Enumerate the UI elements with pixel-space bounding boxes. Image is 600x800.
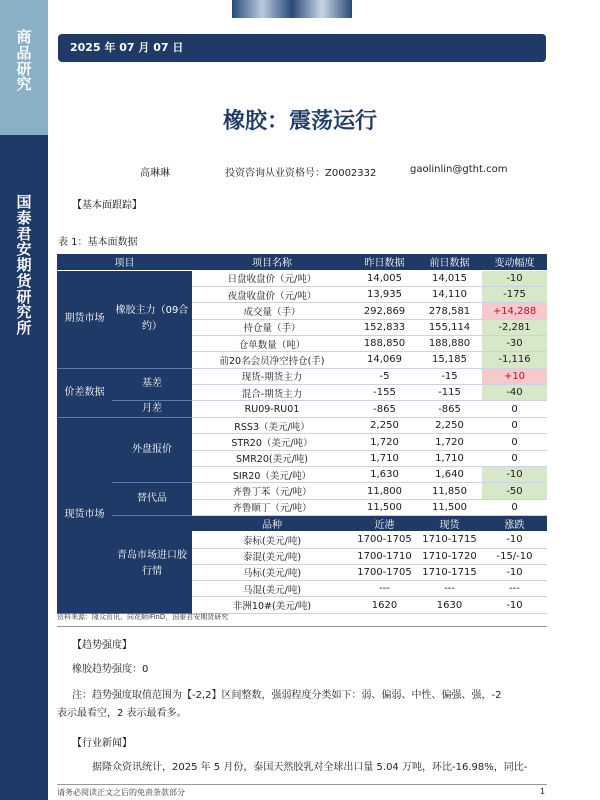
change-value: -10 bbox=[482, 597, 547, 613]
sub-substitutes: 替代品 bbox=[112, 483, 192, 516]
report-date: 2025 年 07 月 07 日 bbox=[70, 41, 184, 54]
table-row bbox=[57, 418, 547, 434]
qingdao-header-row bbox=[57, 515, 547, 531]
yesterday-value: 2,250 bbox=[352, 418, 417, 434]
change-value: -10 bbox=[482, 564, 547, 580]
sub-foreign-quotes: 外盘报价 bbox=[112, 418, 192, 483]
sidebar-label-institute: 国 泰 君 安 期 货 研 究 所 bbox=[16, 193, 32, 337]
yesterday-value: 14,069 bbox=[352, 352, 417, 368]
row-label: 成交量（手） bbox=[192, 303, 352, 319]
yesterday-value: -5 bbox=[352, 368, 417, 384]
yesterday-value: 13,935 bbox=[352, 287, 417, 303]
yesterday-value: 1,720 bbox=[352, 434, 417, 450]
date-bar bbox=[58, 34, 546, 62]
qingdao-header-change: 涨跌 bbox=[482, 515, 547, 531]
header-yesterday: 昨日数据 bbox=[352, 254, 417, 270]
day-before-value: 11,850 bbox=[417, 483, 482, 499]
spot-value: 1630 bbox=[417, 597, 482, 613]
day-before-value: -15 bbox=[417, 368, 482, 384]
row-label: 马标(美元/吨) bbox=[192, 564, 352, 580]
row-label: 夜盘收盘价（元/吨） bbox=[192, 287, 352, 303]
day-before-value: 188,880 bbox=[417, 335, 482, 351]
spot-value: --- bbox=[417, 581, 482, 597]
group-futures-market: 期货市场 bbox=[57, 270, 112, 368]
row-label: SMR20(美元/吨) bbox=[192, 450, 352, 466]
change-value: 0 bbox=[482, 450, 547, 466]
change-value: --- bbox=[482, 581, 547, 597]
near-port-value: 1700-1705 bbox=[352, 564, 417, 580]
row-label: 持仓量（手） bbox=[192, 319, 352, 335]
section-news-heading: 【行业新闻】 bbox=[72, 738, 132, 749]
change-value: -15/-10 bbox=[482, 548, 547, 564]
row-label: 泰标(美元/吨) bbox=[192, 532, 352, 548]
day-before-value: 278,581 bbox=[417, 303, 482, 319]
table-row bbox=[57, 483, 547, 499]
near-port-value: 1700-1705 bbox=[352, 532, 417, 548]
change-value: 0 bbox=[482, 401, 547, 418]
change-value: -1,116 bbox=[482, 352, 547, 368]
change-value: -10 bbox=[482, 270, 547, 286]
header-banner-graphic bbox=[232, 0, 352, 18]
header-item: 项目 bbox=[57, 254, 192, 270]
near-port-value: 1700-1710 bbox=[352, 548, 417, 564]
change-value: +14,288 bbox=[482, 303, 547, 319]
table-row bbox=[57, 270, 547, 286]
day-before-value: 1,640 bbox=[417, 467, 482, 483]
row-label: 混合-期货主力 bbox=[192, 384, 352, 400]
change-value: -30 bbox=[482, 335, 547, 351]
change-value: -2,281 bbox=[482, 319, 547, 335]
row-label: 仓单数量（吨） bbox=[192, 335, 352, 351]
footer-divider bbox=[57, 784, 547, 785]
day-before-value: -865 bbox=[417, 401, 482, 418]
header-day-before: 前日数据 bbox=[417, 254, 482, 270]
change-value: -40 bbox=[482, 384, 547, 400]
near-port-value: 1620 bbox=[352, 597, 417, 613]
report-title: 橡胶：震荡运行 bbox=[222, 108, 377, 134]
row-label: 现货-期货主力 bbox=[192, 368, 352, 384]
near-port-value: --- bbox=[352, 581, 417, 597]
yesterday-value: 1,630 bbox=[352, 467, 417, 483]
qingdao-header-variety: 品种 bbox=[192, 515, 352, 531]
day-before-value: 155,114 bbox=[417, 319, 482, 335]
row-label: 齐鲁顺丁（元/吨） bbox=[192, 499, 352, 515]
row-label: 前20名会员净空持仓(手) bbox=[192, 352, 352, 368]
table-source-note: 资料来源：隆众资讯、同花顺iFinD，国泰君安期货研究 bbox=[57, 613, 229, 621]
table-row bbox=[57, 401, 547, 418]
row-label: SIR20（美元/吨） bbox=[192, 467, 352, 483]
qingdao-header-spot: 现货 bbox=[417, 515, 482, 531]
change-value: 0 bbox=[482, 418, 547, 434]
trend-strength-text: 橡胶趋势强度：0 bbox=[72, 664, 149, 675]
yesterday-value: 11,800 bbox=[352, 483, 417, 499]
sub-rubber-main: 橡胶主力（09合约） bbox=[112, 270, 192, 368]
group-price-data: 价差数据 bbox=[57, 368, 112, 418]
author-name: 高琳琳 bbox=[140, 168, 170, 179]
change-value: +10 bbox=[482, 368, 547, 384]
change-value: -10 bbox=[482, 467, 547, 483]
row-label: RSS3（美元/吨） bbox=[192, 418, 352, 434]
day-before-value: 14,015 bbox=[417, 270, 482, 286]
spot-value: 1710-1715 bbox=[417, 564, 482, 580]
spot-value: 1710-1720 bbox=[417, 548, 482, 564]
footer-disclaimer: 请务必阅读正文之后的免责条款部分 bbox=[57, 788, 185, 797]
header-item-name: 项目名称 bbox=[192, 254, 352, 270]
row-label: 泰混(美元/吨) bbox=[192, 548, 352, 564]
sub-qingdao-import: 青岛市场进口胶行情 bbox=[112, 515, 192, 613]
change-value: 0 bbox=[482, 499, 547, 515]
section-trend-heading: 【趋势强度】 bbox=[72, 640, 132, 651]
day-before-value: 11,500 bbox=[417, 499, 482, 515]
change-value: -175 bbox=[482, 287, 547, 303]
qingdao-header-near-port: 近港 bbox=[352, 515, 417, 531]
page-number: 1 bbox=[540, 787, 546, 796]
yesterday-value: 292,869 bbox=[352, 303, 417, 319]
yesterday-value: -865 bbox=[352, 401, 417, 418]
table-caption: 表 1：基本面数据 bbox=[58, 237, 138, 248]
yesterday-value: 14,005 bbox=[352, 270, 417, 286]
trend-note-line-2: 表示最看空，2 表示最看多。 bbox=[57, 708, 187, 719]
day-before-value: 15,185 bbox=[417, 352, 482, 368]
change-value: -50 bbox=[482, 483, 547, 499]
author-license: 投资咨询从业资格号：Z0002332 bbox=[225, 168, 377, 179]
row-label: RU09-RU01 bbox=[192, 401, 352, 418]
spot-value: 1710-1715 bbox=[417, 532, 482, 548]
day-before-value: -115 bbox=[417, 384, 482, 400]
yesterday-value: 1,710 bbox=[352, 450, 417, 466]
group-spot-market: 现货市场 bbox=[57, 418, 112, 614]
row-label: STR20（美元/吨） bbox=[192, 434, 352, 450]
section-fundamental-heading: 【基本面跟踪】 bbox=[72, 200, 142, 211]
divider bbox=[57, 626, 547, 627]
yesterday-value: 152,833 bbox=[352, 319, 417, 335]
table-row bbox=[57, 368, 547, 384]
fundamental-data-table bbox=[57, 254, 547, 614]
sidebar-label-commodity-research: 商 品 研 究 bbox=[16, 28, 32, 94]
row-label: 马混(美元/吨) bbox=[192, 581, 352, 597]
day-before-value: 2,250 bbox=[417, 418, 482, 434]
yesterday-value: -155 bbox=[352, 384, 417, 400]
table-header-row bbox=[57, 254, 547, 270]
change-value: 0 bbox=[482, 434, 547, 450]
change-value: -10 bbox=[482, 532, 547, 548]
row-label: 非洲10#(美元/吨) bbox=[192, 597, 352, 613]
day-before-value: 1,710 bbox=[417, 450, 482, 466]
yesterday-value: 188,850 bbox=[352, 335, 417, 351]
row-label: 日盘收盘价（元/吨） bbox=[192, 270, 352, 286]
sub-month-spread: 月差 bbox=[112, 401, 192, 418]
header-change: 变动幅度 bbox=[482, 254, 547, 270]
row-label: 齐鲁丁苯（元/吨） bbox=[192, 483, 352, 499]
day-before-value: 14,110 bbox=[417, 287, 482, 303]
day-before-value: 1,720 bbox=[417, 434, 482, 450]
sub-basis: 基差 bbox=[112, 368, 192, 401]
trend-note-line-1: 注：趋势强度取值范围为【-2,2】区间整数，强弱程度分类如下：弱、偏弱、中性、偏强、强，-2 bbox=[72, 690, 502, 701]
news-paragraph: 据隆众资讯统计，2025 年 5 月份，泰国天然胶乳对全球出口量 5.04 万吨，环比-16.98%，同比- bbox=[92, 762, 528, 773]
author-email[interactable]: gaolinlin@gtht.com bbox=[410, 164, 508, 175]
yesterday-value: 11,500 bbox=[352, 499, 417, 515]
